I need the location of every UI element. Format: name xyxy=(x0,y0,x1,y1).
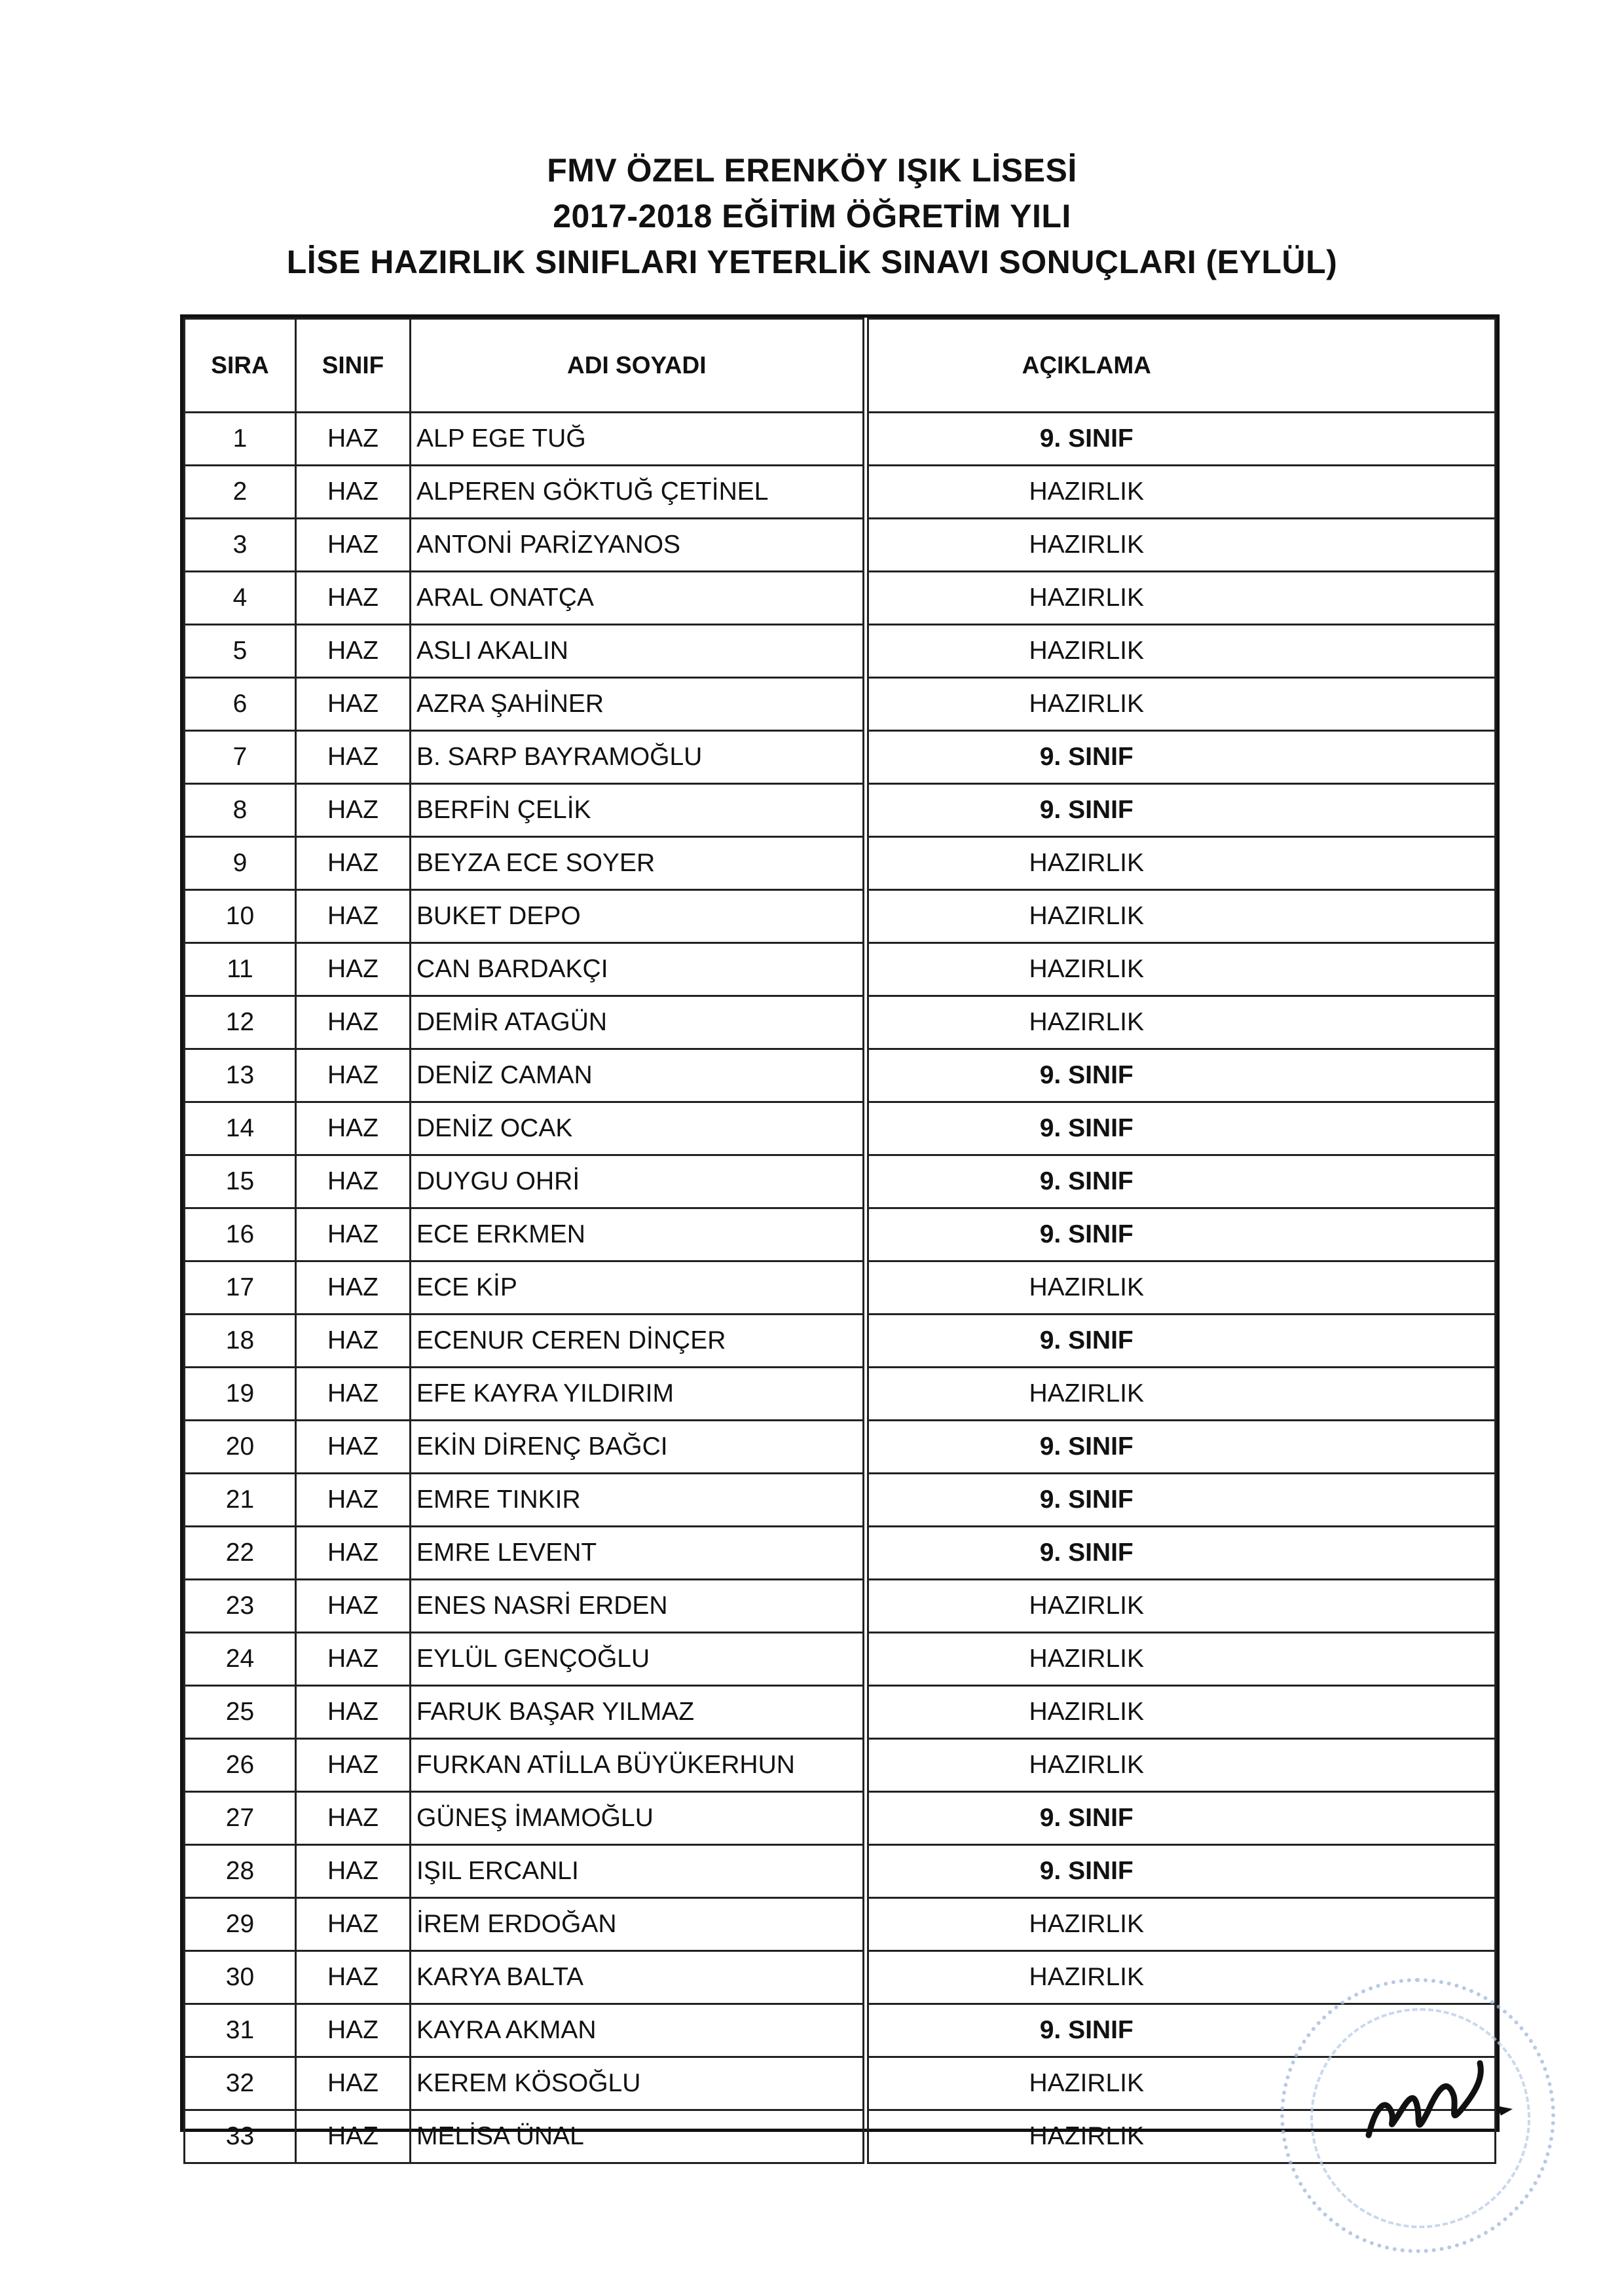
row-sira: 14 xyxy=(185,1102,296,1155)
row-result: HAZIRLIK xyxy=(866,466,1496,519)
row-sira: 13 xyxy=(185,1049,296,1102)
table-row xyxy=(185,572,1496,625)
row-sira: 1 xyxy=(185,413,296,466)
row-sinif: HAZ xyxy=(296,1845,411,1898)
row-sinif: HAZ xyxy=(296,1049,411,1102)
school-name: FMV ÖZEL ERENKÖY IŞIK LİSESİ xyxy=(547,152,1077,189)
row-name: MELİSA ÜNAL xyxy=(411,2110,866,2163)
row-sira: 7 xyxy=(185,731,296,784)
row-sira: 18 xyxy=(185,1315,296,1368)
row-sinif: HAZ xyxy=(296,1951,411,2004)
row-result: HAZIRLIK xyxy=(866,1686,1496,1739)
row-name: ARAL ONATÇA xyxy=(411,572,866,625)
row-name: KARYA BALTA xyxy=(411,1951,866,2004)
row-name: BEYZA ECE SOYER xyxy=(411,837,866,890)
row-sira: 11 xyxy=(185,943,296,996)
row-sira: 5 xyxy=(185,625,296,678)
row-result: 9. SINIF xyxy=(866,1474,1496,1527)
row-sinif: HAZ xyxy=(296,1261,411,1315)
table-row xyxy=(185,1845,1496,1898)
row-result: HAZIRLIK xyxy=(866,1898,1496,1951)
row-name: ECE KİP xyxy=(411,1261,866,1315)
row-result: 9. SINIF xyxy=(866,1102,1496,1155)
row-result: HAZIRLIK xyxy=(866,678,1496,731)
row-name: ASLI AKALIN xyxy=(411,625,866,678)
row-sira: 16 xyxy=(185,1208,296,1261)
row-result: 9. SINIF xyxy=(866,731,1496,784)
row-sinif: HAZ xyxy=(296,1898,411,1951)
row-name: ALPEREN GÖKTUĞ ÇETİNEL xyxy=(411,466,866,519)
row-sinif: HAZ xyxy=(296,2004,411,2057)
row-result: 9. SINIF xyxy=(866,1155,1496,1208)
row-sira: 12 xyxy=(185,996,296,1049)
row-sira: 22 xyxy=(185,1527,296,1580)
row-name: DENİZ CAMAN xyxy=(411,1049,866,1102)
row-sira: 29 xyxy=(185,1898,296,1951)
row-name: KEREM KÖSOĞLU xyxy=(411,2057,866,2110)
row-result: HAZIRLIK xyxy=(866,837,1496,890)
row-result: 9. SINIF xyxy=(866,413,1496,466)
table-row xyxy=(185,1315,1496,1368)
table-body xyxy=(185,413,1496,2163)
document-header xyxy=(0,147,1624,285)
row-name: IŞIL ERCANLI xyxy=(411,1845,866,1898)
row-name: EMRE LEVENT xyxy=(411,1527,866,1580)
row-sinif: HAZ xyxy=(296,678,411,731)
table-header-row xyxy=(185,319,1496,413)
row-result: HAZIRLIK xyxy=(866,890,1496,943)
table-row xyxy=(185,1368,1496,1421)
row-sira: 21 xyxy=(185,1474,296,1527)
row-sinif: HAZ xyxy=(296,1686,411,1739)
row-name: ECENUR CEREN DİNÇER xyxy=(411,1315,866,1368)
row-name: İREM ERDOĞAN xyxy=(411,1898,866,1951)
row-sira: 25 xyxy=(185,1686,296,1739)
row-result: HAZIRLIK xyxy=(866,2110,1496,2163)
row-sinif: HAZ xyxy=(296,1633,411,1686)
table-row xyxy=(185,1633,1496,1686)
row-sira: 6 xyxy=(185,678,296,731)
row-sinif: HAZ xyxy=(296,625,411,678)
row-name: EMRE TINKIR xyxy=(411,1474,866,1527)
row-sira: 3 xyxy=(185,519,296,572)
row-sira: 10 xyxy=(185,890,296,943)
row-sira: 33 xyxy=(185,2110,296,2163)
row-sira: 24 xyxy=(185,1633,296,1686)
row-sinif: HAZ xyxy=(296,1792,411,1845)
row-name: ECE ERKMEN xyxy=(411,1208,866,1261)
row-sinif: HAZ xyxy=(296,1102,411,1155)
row-result: HAZIRLIK xyxy=(866,1580,1496,1633)
table-row xyxy=(185,1739,1496,1792)
row-result: HAZIRLIK xyxy=(866,996,1496,1049)
row-sira: 30 xyxy=(185,1951,296,2004)
row-name: DEMİR ATAGÜN xyxy=(411,996,866,1049)
row-sinif: HAZ xyxy=(296,2110,411,2163)
table-row xyxy=(185,678,1496,731)
row-sinif: HAZ xyxy=(296,731,411,784)
row-result: HAZIRLIK xyxy=(866,2057,1496,2110)
results-table-frame xyxy=(180,314,1500,2150)
row-result: 9. SINIF xyxy=(866,1315,1496,1368)
row-sinif: HAZ xyxy=(296,837,411,890)
row-result: HAZIRLIK xyxy=(866,1633,1496,1686)
row-result: HAZIRLIK xyxy=(866,1368,1496,1421)
table-row xyxy=(185,413,1496,466)
row-result: HAZIRLIK xyxy=(866,1951,1496,2004)
row-sira: 17 xyxy=(185,1261,296,1315)
table-row xyxy=(185,890,1496,943)
row-sira: 26 xyxy=(185,1739,296,1792)
row-sinif: HAZ xyxy=(296,1208,411,1261)
row-name: GÜNEŞ İMAMOĞLU xyxy=(411,1792,866,1845)
header-sinif: SINIF xyxy=(296,319,411,413)
row-sira: 9 xyxy=(185,837,296,890)
table-row xyxy=(185,1049,1496,1102)
row-result: HAZIRLIK xyxy=(866,943,1496,996)
row-sinif: HAZ xyxy=(296,1421,411,1474)
row-sinif: HAZ xyxy=(296,1368,411,1421)
row-sinif: HAZ xyxy=(296,1315,411,1368)
row-name: DUYGU OHRİ xyxy=(411,1155,866,1208)
header-adi-soyadi: ADI SOYADI xyxy=(411,319,866,413)
row-result: 9. SINIF xyxy=(866,1049,1496,1102)
header-sira: SIRA xyxy=(185,319,296,413)
row-name: BERFİN ÇELİK xyxy=(411,784,866,837)
academic-year: 2017-2018 EĞİTİM ÖĞRETİM YILI xyxy=(553,198,1071,234)
row-sinif: HAZ xyxy=(296,519,411,572)
table-row xyxy=(185,1792,1496,1845)
row-sinif: HAZ xyxy=(296,784,411,837)
row-name: KAYRA AKMAN xyxy=(411,2004,866,2057)
row-sinif: HAZ xyxy=(296,1527,411,1580)
row-sinif: HAZ xyxy=(296,1739,411,1792)
table-row xyxy=(185,1261,1496,1315)
row-name: FURKAN ATİLLA BÜYÜKERHUN xyxy=(411,1739,866,1792)
row-name: B. SARP BAYRAMOĞLU xyxy=(411,731,866,784)
row-result: 9. SINIF xyxy=(866,1421,1496,1474)
row-sira: 28 xyxy=(185,1845,296,1898)
row-name: EYLÜL GENÇOĞLU xyxy=(411,1633,866,1686)
table-row xyxy=(185,784,1496,837)
row-sinif: HAZ xyxy=(296,466,411,519)
row-result: HAZIRLIK xyxy=(866,572,1496,625)
document-title: LİSE HAZIRLIK SINIFLARI YETERLİK SINAVI SONUÇLARI (EYLÜL) xyxy=(286,244,1338,280)
table-row xyxy=(185,1951,1496,2004)
row-result: HAZIRLIK xyxy=(866,1739,1496,1792)
table-row xyxy=(185,1155,1496,1208)
table-row xyxy=(185,731,1496,784)
row-result: HAZIRLIK xyxy=(866,1261,1496,1315)
row-sira: 8 xyxy=(185,784,296,837)
row-sinif: HAZ xyxy=(296,996,411,1049)
table-row xyxy=(185,1208,1496,1261)
row-sira: 19 xyxy=(185,1368,296,1421)
row-result: 9. SINIF xyxy=(866,784,1496,837)
table-row xyxy=(185,1580,1496,1633)
table-row xyxy=(185,943,1496,996)
row-result: 9. SINIF xyxy=(866,1845,1496,1898)
row-sira: 27 xyxy=(185,1792,296,1845)
row-result: HAZIRLIK xyxy=(866,519,1496,572)
row-sinif: HAZ xyxy=(296,943,411,996)
row-sinif: HAZ xyxy=(296,1155,411,1208)
row-name: EKİN DİRENÇ BAĞCI xyxy=(411,1421,866,1474)
row-sinif: HAZ xyxy=(296,572,411,625)
row-result: HAZIRLIK xyxy=(866,625,1496,678)
header-aciklama: AÇIKLAMA xyxy=(866,319,1496,413)
table-row xyxy=(185,1474,1496,1527)
row-name: CAN BARDAKÇI xyxy=(411,943,866,996)
table-row xyxy=(185,837,1496,890)
row-sira: 31 xyxy=(185,2004,296,2057)
table-row xyxy=(185,1898,1496,1951)
row-name: FARUK BAŞAR YILMAZ xyxy=(411,1686,866,1739)
table-row xyxy=(185,625,1496,678)
table-row xyxy=(185,1527,1496,1580)
row-name: EFE KAYRA YILDIRIM xyxy=(411,1368,866,1421)
row-result: 9. SINIF xyxy=(866,1527,1496,1580)
results-table xyxy=(183,318,1496,2164)
table-row xyxy=(185,519,1496,572)
row-sira: 15 xyxy=(185,1155,296,1208)
table-row xyxy=(185,1421,1496,1474)
signature xyxy=(1356,2050,1526,2155)
row-sinif: HAZ xyxy=(296,413,411,466)
row-sira: 23 xyxy=(185,1580,296,1633)
row-sinif: HAZ xyxy=(296,2057,411,2110)
table-row xyxy=(185,466,1496,519)
row-sira: 2 xyxy=(185,466,296,519)
table-row xyxy=(185,1686,1496,1739)
row-sinif: HAZ xyxy=(296,890,411,943)
row-sira: 4 xyxy=(185,572,296,625)
table-row xyxy=(185,996,1496,1049)
row-result: 9. SINIF xyxy=(866,2004,1496,2057)
row-name: ANTONİ PARİZYANOS xyxy=(411,519,866,572)
row-name: BUKET DEPO xyxy=(411,890,866,943)
row-name: DENİZ OCAK xyxy=(411,1102,866,1155)
row-result: 9. SINIF xyxy=(866,1792,1496,1845)
row-name: ENES NASRİ ERDEN xyxy=(411,1580,866,1633)
row-name: ALP EGE TUĞ xyxy=(411,413,866,466)
table-row xyxy=(185,1102,1496,1155)
row-result: 9. SINIF xyxy=(866,1208,1496,1261)
row-sinif: HAZ xyxy=(296,1474,411,1527)
row-sira: 20 xyxy=(185,1421,296,1474)
row-sira: 32 xyxy=(185,2057,296,2110)
row-name: AZRA ŞAHİNER xyxy=(411,678,866,731)
row-sinif: HAZ xyxy=(296,1580,411,1633)
